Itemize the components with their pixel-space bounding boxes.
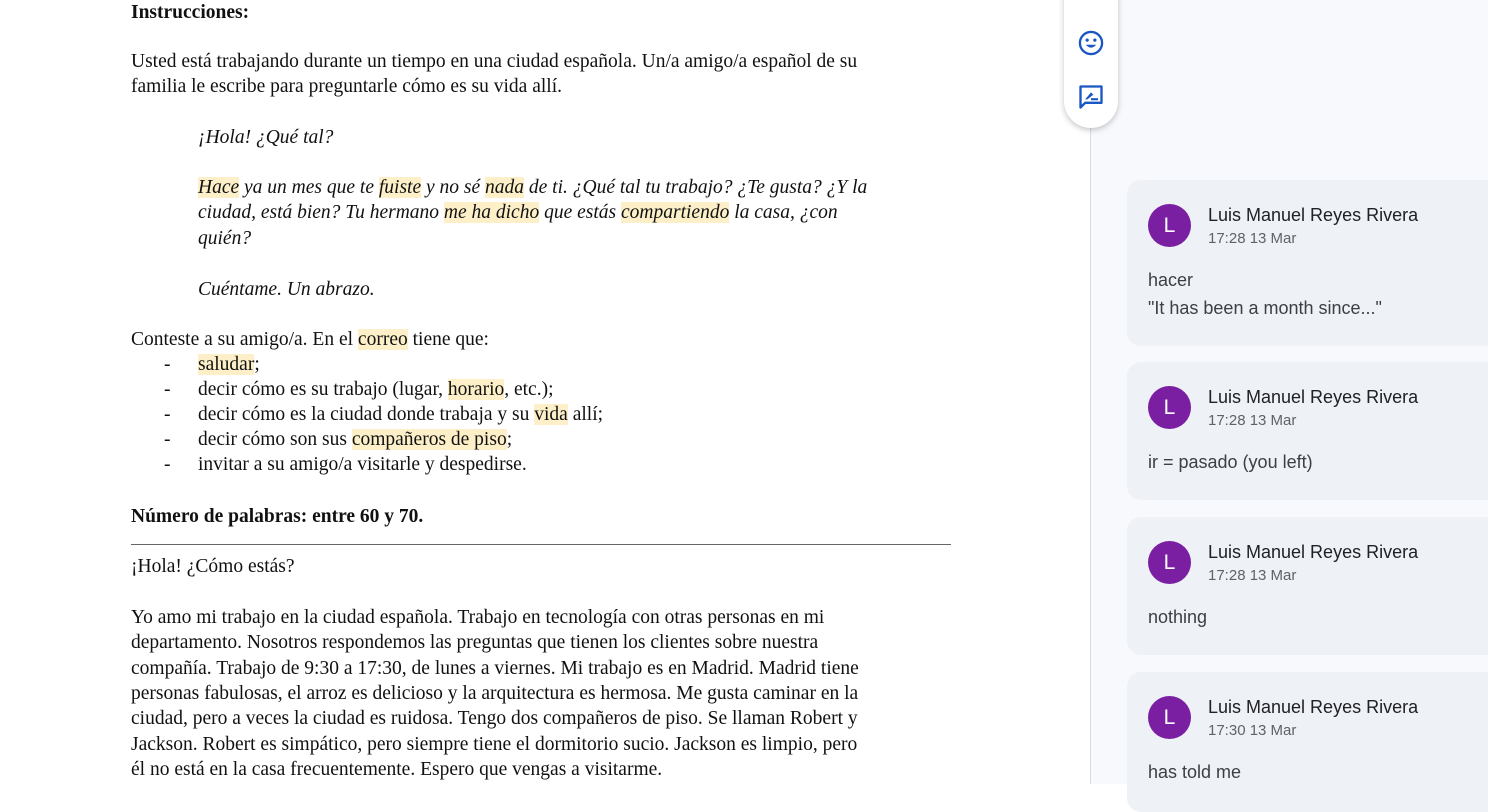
comment-text: nothing: [1148, 607, 1208, 627]
comment-author: Luis Manuel Reyes Rivera: [1208, 387, 1419, 407]
text-run: la casa, ¿con: [729, 202, 838, 223]
divider: [131, 544, 951, 545]
answer-greeting: ¡Hola! ¿Cómo estás?: [131, 556, 295, 577]
commented-highlight[interactable]: me ha dicho: [443, 202, 540, 223]
commented-highlight[interactable]: Hace: [198, 177, 240, 198]
bullet-item: [198, 352, 260, 377]
bullet-marker: -: [164, 379, 171, 400]
comment-card[interactable]: [1127, 362, 1488, 500]
text-run: ¡Hola! ¿Qué tal?: [198, 127, 334, 148]
comment-time: 17:30 13 Mar: [1208, 722, 1297, 739]
avatar: L: [1148, 541, 1191, 584]
text-run: decir cómo son sus: [198, 429, 352, 450]
answer-line: departamento. Nosotros respondemos las preguntas que tienen los clientes sobre nuestra: [131, 632, 819, 654]
text-run: decir cómo es su trabajo (lugar,: [198, 379, 448, 400]
instructions-heading: Instrucciones:: [131, 2, 250, 23]
text-run: ;: [254, 354, 260, 375]
task-intro: [131, 327, 489, 352]
avatar: L: [1148, 204, 1191, 247]
word-count: Número de palabras: entre 60 y 70.: [131, 506, 424, 527]
bullet-marker: -: [164, 429, 171, 450]
text-run: quién?: [198, 228, 252, 249]
text-run: allí;: [567, 404, 604, 425]
bullet-item: [198, 402, 603, 427]
text-run: de ti. ¿Qué tal tu trabajo? ¿Te gusta? ¿Y la: [524, 177, 868, 198]
commented-highlight[interactable]: fuiste: [378, 177, 422, 198]
letter-line: [198, 125, 333, 150]
text-run: tiene que:: [407, 329, 489, 350]
intro-line: [131, 74, 562, 99]
letter-line: [198, 226, 251, 251]
bullet-item: [198, 452, 527, 477]
answer-line: compañía. Trabajo de 9:30 a 17:30, de lunes a viernes. Mi trabajo es en Madrid. Madrid tiene: [131, 657, 859, 679]
comment-author: Luis Manuel Reyes Rivera: [1208, 205, 1419, 225]
bullet-item: [198, 377, 554, 402]
commented-highlight[interactable]: correo: [357, 329, 408, 350]
text-run: ciudad, está bien? Tu hermano: [198, 202, 444, 223]
text-run: ;: [506, 429, 513, 450]
letter-line: [198, 277, 375, 302]
text-run: Usted está trabajando durante un tiempo en una ciudad española. Un/a amigo/a español de su: [131, 51, 858, 72]
comment-time: 17:28 13 Mar: [1208, 412, 1297, 429]
letter-line: [198, 175, 867, 200]
text-run: familia le escribe para preguntarle cómo es su vida allí.: [131, 76, 562, 97]
text-run: que estás: [539, 202, 621, 223]
commented-highlight[interactable]: saludar: [198, 354, 255, 375]
floating-comment-toolbar: [1064, 0, 1118, 128]
bullet-marker: -: [164, 454, 171, 475]
commented-highlight[interactable]: vida: [534, 404, 568, 425]
text-run: , etc.);: [504, 379, 554, 400]
text-run: Cuéntame. Un abrazo.: [198, 279, 375, 300]
text-run: invitar a su amigo/a visitarle y despedirse.: [198, 454, 527, 475]
bullet-marker: -: [164, 354, 171, 375]
comment-text: has told me: [1148, 762, 1242, 782]
suggest-edit-icon[interactable]: [1077, 83, 1105, 111]
comment-card[interactable]: [1127, 672, 1488, 812]
text-run: decir cómo es la ciudad donde trabaja y su: [198, 404, 535, 425]
emoji-icon[interactable]: [1077, 29, 1105, 57]
comment-text: ir = pasado (you left): [1148, 452, 1313, 472]
comment-text: "It has been a month since...": [1148, 298, 1382, 318]
answer-line: él no está en la casa frecuentemente. Espero que vengas a visitarme.: [131, 758, 663, 780]
answer-line: Yo amo mi trabajo en la ciudad española. Trabajo en tecnología con otras personas en mi: [131, 607, 825, 628]
bullet-marker: -: [164, 404, 171, 425]
answer-line: Jackson. Robert es simpático, pero siempre tiene el dormitorio sucio. Jackson es limpio, pero: [131, 733, 858, 755]
comment-card[interactable]: [1127, 517, 1488, 655]
comment-author: Luis Manuel Reyes Rivera: [1208, 542, 1419, 562]
answer-line: ciudad, pero a veces la ciudad es ruidosa. Tengo dos compañeros de piso. Se llaman Robert y: [131, 708, 858, 730]
commented-highlight[interactable]: compartiendo: [621, 202, 730, 223]
comment-text: hacer: [1148, 270, 1194, 290]
answer-line: personas fabulosas, el arroz es delicioso y la arquitectura es hermosa. Me gusta caminar en la: [131, 682, 859, 704]
comment-author: Luis Manuel Reyes Rivera: [1208, 697, 1419, 717]
avatar: L: [1148, 696, 1191, 739]
text-run: y no sé: [421, 177, 486, 198]
comment-time: 17:28 13 Mar: [1208, 567, 1297, 584]
avatar: L: [1148, 386, 1191, 429]
intro-line: [131, 49, 857, 74]
comment-time: 17:28 13 Mar: [1208, 230, 1297, 247]
comment-card[interactable]: [1127, 180, 1488, 346]
commented-highlight[interactable]: horario: [447, 379, 505, 400]
bullet-item: [198, 427, 512, 452]
letter-line: [198, 200, 838, 225]
commented-highlight[interactable]: nada: [485, 177, 525, 198]
text-run: Conteste a su amigo/a. En el: [131, 329, 358, 350]
text-run: ya un mes que te: [239, 177, 379, 198]
commented-highlight[interactable]: compañeros de piso: [351, 429, 507, 450]
